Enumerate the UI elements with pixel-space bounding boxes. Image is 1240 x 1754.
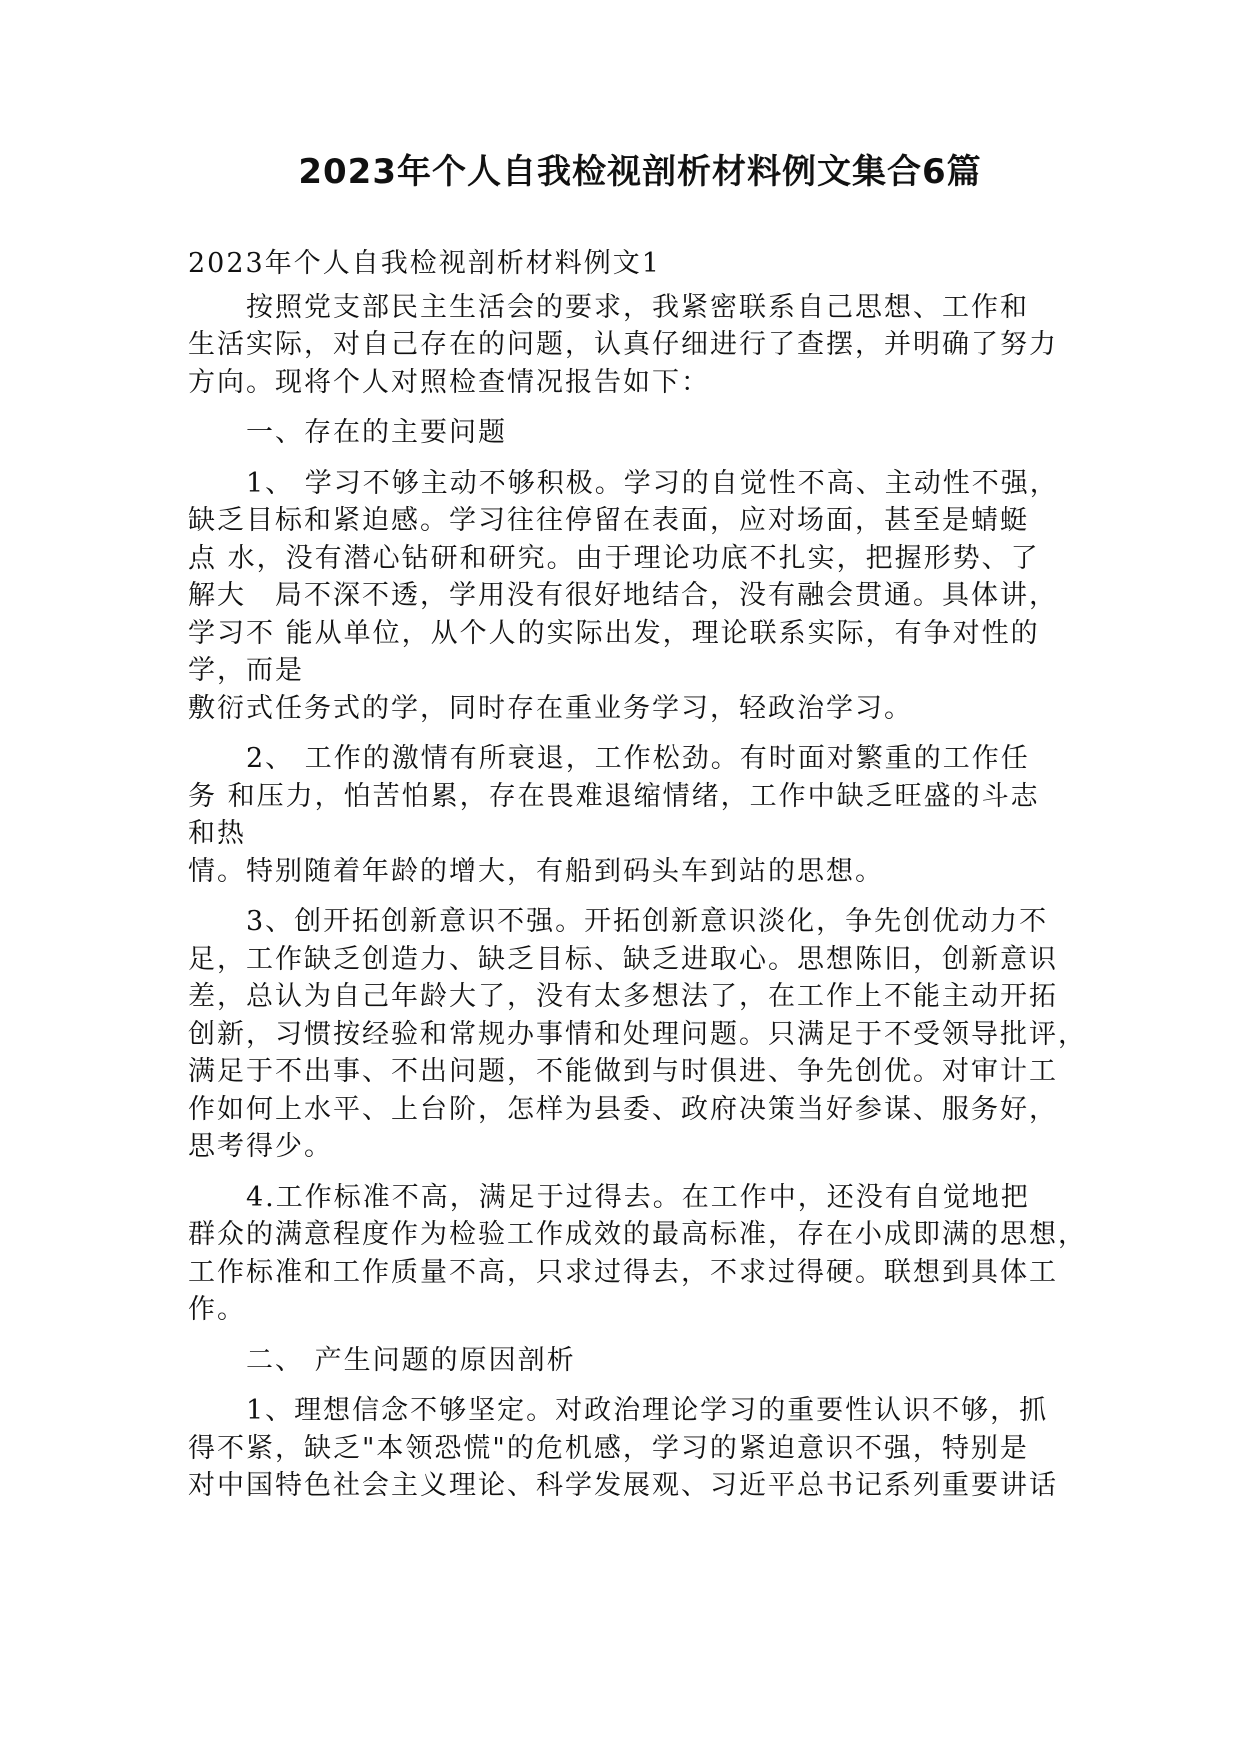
text-line: 按照党支部民主生活会的要求，我紧密联系自己思想、工作和	[188, 291, 1029, 323]
text-line: 情。特别随着年龄的增大，有船到码头车到站的思想。	[188, 855, 884, 887]
paragraph-gap	[188, 727, 1048, 740]
paragraph	[188, 289, 1058, 402]
text-line: 务 和压力，怕苦怕累，存在畏难退缩情绪，工作中缺乏旺盛的斗志	[188, 780, 1040, 812]
text-line: 点 水，没有潜心钻研和研究。由于理论功底不扎实，把握形势、了	[188, 542, 1040, 574]
text-line: 敷衍式任务式的学，同时存在重业务学习，轻政治学习。	[188, 692, 913, 724]
paragraph	[188, 414, 1048, 452]
document-body	[188, 245, 1087, 1505]
paragraph	[188, 1392, 1058, 1505]
paragraph-gap	[188, 890, 1048, 903]
text-line: 生活实际，对自己存在的问题，认真仔细进行了查摆，并明确了努力	[188, 329, 1058, 360]
text-line: 1、理想信念不够坚定。对政治理论学习的重要性认识不够，抓	[188, 1395, 1049, 1426]
text-line: 作。	[188, 1294, 246, 1325]
text-line: 和热	[188, 818, 246, 849]
text-line: 2、 工作的激情有所衰退，工作松劲。有时面对繁重的工作任	[188, 743, 1030, 774]
text-line: 学，而是	[188, 655, 304, 686]
paragraph-gap	[188, 1166, 1048, 1179]
text-line: 方向。现将个人对照检查情况报告如下：	[188, 366, 710, 398]
text-line: 学习不 能从单位，从个人的实际出发，理论联系实际，有争对性的	[188, 617, 1040, 649]
paragraph	[188, 740, 1048, 890]
text-line: 工作标准和工作质量不高，只求过得去，不求过得硬。联想到具体工	[188, 1256, 1058, 1288]
paragraph	[188, 1179, 1087, 1329]
text-line: 得不紧，缺乏"本领恐慌"的危机感，学习的紧迫意识不强，特别是	[188, 1432, 1029, 1464]
text-line: 解大 局不深不透，学用没有很好地结合，没有融会贯通。具体讲，	[188, 580, 1058, 611]
text-line: 一、存在的主要问题	[188, 417, 507, 448]
text-line: 创新，习惯按经验和常规办事情和处理问题。只满足于不受领导批评，	[188, 1018, 1087, 1050]
paragraph-gap	[188, 1379, 1048, 1392]
text-line: 对中国特色社会主义理论、科学发展观、习近平总书记系列重要讲话	[188, 1470, 1058, 1501]
section-subtitle: 2023年个人自我检视剖析材料例文1	[188, 248, 661, 279]
text-line: 足，工作缺乏创造力、缺乏目标、缺乏进取心。思想陈旧，创新意识	[188, 943, 1058, 975]
text-line: 差，总认为自己年龄大了，没有太多想法了，在工作上不能主动开拓	[188, 981, 1058, 1012]
text-line: 1、 学习不够主动不够积极。学习的自觉性不高、主动性不强，	[188, 467, 1059, 499]
text-line: 缺乏目标和紧迫感。学习往往停留在表面，应对场面，甚至是蜻蜓	[188, 505, 1029, 536]
text-line: 4.工作标准不高，满足于过得去。在工作中，还没有自觉地把	[188, 1181, 1030, 1213]
text-line: 思考得少。	[188, 1131, 333, 1162]
paragraph-gap	[188, 452, 1048, 465]
paragraph	[188, 465, 1059, 728]
text-line: 3、创开拓创新意识不强。开拓创新意识淡化，争先创优动力不	[188, 906, 1049, 937]
document-title: 2023年个人自我检视剖析材料例文集合6篇	[298, 152, 982, 192]
text-line: 作如何上水平、上台阶，怎样为县委、政府决策当好参谋、服务好，	[188, 1093, 1058, 1125]
paragraph	[188, 903, 1087, 1166]
text-line: 满足于不出事、不出问题，不能做到与时俱进、争先创优。对审计工	[188, 1056, 1058, 1087]
paragraph-gap	[188, 1329, 1048, 1342]
paragraph-gap	[188, 401, 1048, 414]
text-line: 群众的满意程度作为检验工作成效的最高标准，存在小成即满的思想，	[188, 1219, 1087, 1250]
text-line: 二、 产生问题的原因剖析	[188, 1344, 576, 1376]
paragraph	[188, 1342, 1048, 1380]
